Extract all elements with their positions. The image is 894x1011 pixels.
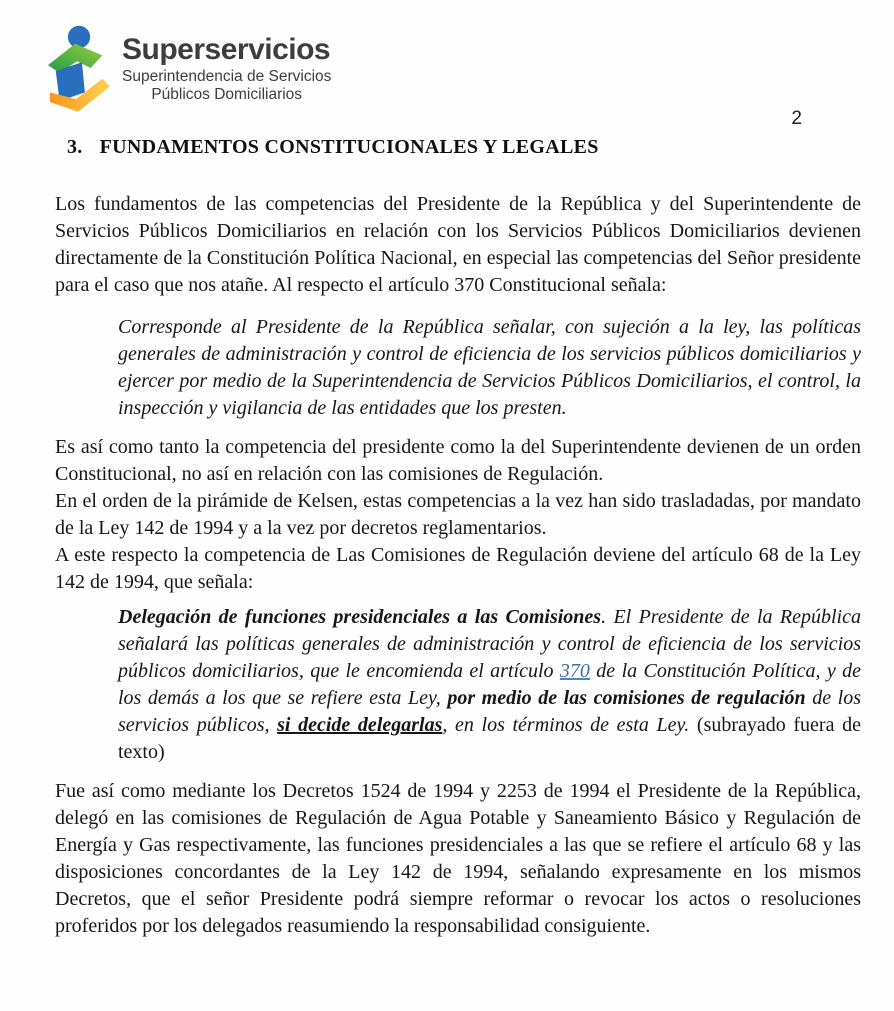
- logo-subtitle: [122, 68, 331, 104]
- section-heading: [67, 136, 861, 159]
- section-number: 3.: [67, 136, 83, 158]
- quote-segment: por medio de las comisiones de regulación: [447, 687, 806, 709]
- quote-segment: si decide delegarlas: [277, 714, 443, 736]
- paragraph-competencia: Es así como tanto la competencia del presidente como la del Superintendente devienen de un orden Constitucional, no así en relación con las comisiones de Regulación.: [55, 436, 861, 485]
- logo-subtitle-line-2: Públicos Domiciliarios: [151, 86, 303, 103]
- logo-head-circle: [68, 26, 90, 48]
- quote-segment: de los servicios públicos,: [118, 687, 862, 736]
- page-number: 2: [791, 108, 802, 129]
- blockquote-article-68: [118, 604, 861, 766]
- brand-name: Superservicios: [122, 33, 331, 66]
- paragraph-articulo-68: A este respecto la competencia de Las Comisiones de Regulación deviene del artículo 68 de la Ley 142 de 1994, que señala:: [55, 544, 861, 593]
- paragraph-decretos: Fue así como mediante los Decretos 1524 de 1994 y 2253 de 1994 el Presidente de la República, delegó en las comisiones de Regulación de Agua Potable y Saneamiento Básico y Regulación de Energía y Gas respectivamente, las funciones presidenciales a las que se refiere el artículo 68 y las disposiciones concordantes de la Ley 142 de 1994, señalando expresamente en los mismos Decretos, que el señor Presidente podrá siempre reformar o revocar los actos o resoluciones proferidos por los delegados reasumiendo la responsabilidad consiguiente.: [55, 780, 861, 937]
- quote-segment: . El Presidente de la República señalará las políticas generales de administración y control de eficiencia de los servicios públicos domiciliarios, que le encomienda el artículo: [118, 606, 861, 682]
- section-title: FUNDAMENTOS CONSTITUCIONALES Y LEGALES: [99, 136, 599, 158]
- quote-segment: Delegación de funciones presidenciales a las Comisiones: [118, 606, 602, 628]
- document-body: [55, 130, 861, 955]
- logo-text-block: [122, 24, 331, 104]
- paragraph-intro: Los fundamentos de las competencias del Presidente de la República y del Superintendente de Servicios Públicos Domiciliarios en relación con los Servicios Públicos Domiciliarios devienen directamente de la Constitución Política Nacional, en especial las competencias del Señor presidente para el caso que nos atañe. Al respecto el artículo 370 Constitucional señala:: [55, 193, 861, 296]
- quote-segment: de la Constitución Política, y de los demás a los que se refiere esta Ley,: [118, 660, 861, 709]
- superservicios-logo-icon: [46, 24, 114, 114]
- paragraph-group: [55, 434, 861, 596]
- paragraph-kelsen: En el orden de la pirámide de Kelsen, estas competencias a la vez han sido trasladadas, por mandato de la Ley 142 de 1994 y a la vez por decretos reglamentarios.: [55, 490, 861, 539]
- article-370-link[interactable]: 370: [559, 660, 590, 682]
- logo-subtitle-line-1: Superintendencia de Servicios: [122, 68, 332, 85]
- quote-segment: , en los términos de esta Ley.: [442, 714, 697, 736]
- quote-segment: (subrayado fuera de texto): [118, 714, 861, 763]
- blockquote-article-370: Corresponde al Presidente de la República señalar, con sujeción a la ley, las políticas generales de administración y control de eficiencia de los servicios públicos domiciliarios y ejercer por medio de la Superintendencia de Servicios Públicos Domiciliarios, el control, la inspección y vigilancia de las entidades que los presten.: [118, 316, 861, 419]
- document-header: [46, 24, 331, 114]
